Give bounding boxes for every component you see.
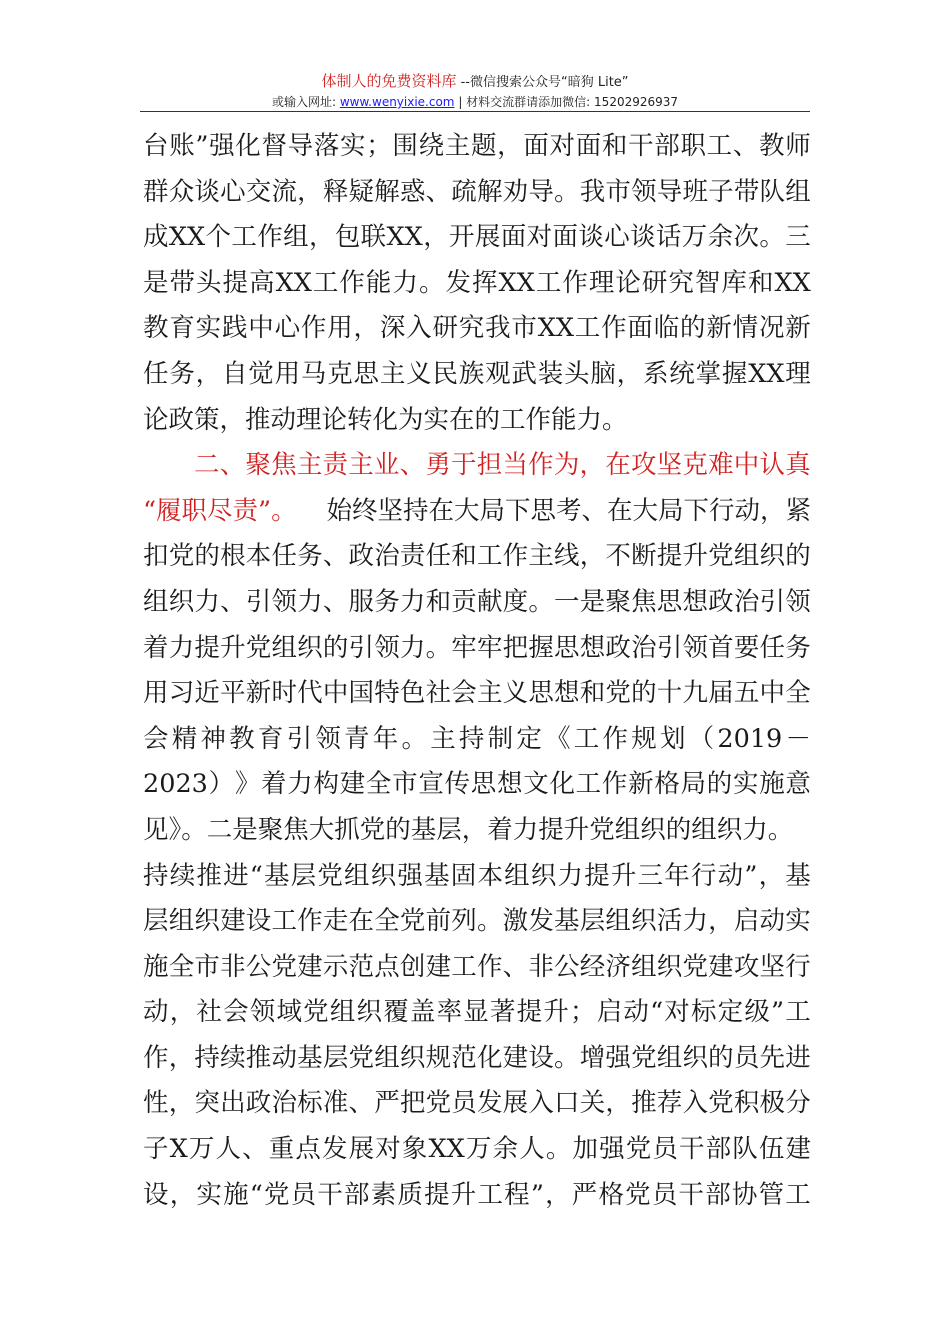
text-line: 子 X 万 人 、 重 点 发 展 对 象 XX 万 余 人 。 加 强 党 员 干 部 队 伍 建 xyxy=(143,1134,811,1165)
site-label: 或输入网址: xyxy=(271,95,337,109)
contact-text: | 材料交流群请添加微信: 15202926937 xyxy=(458,95,679,109)
header-tagline: --微信搜索公众号“暗狗 Lite” xyxy=(460,75,629,90)
site-link[interactable]: www.wenyixie.com xyxy=(339,95,455,109)
text-line: 着 力 提 升 党 组 织 的 引 领 力 。 牢 牢 把 握 思 想 政 治 引 领 首 要 任 务 xyxy=(143,632,811,663)
text-line: 性 ， 突 出 政 治 标 准 、 严 把 党 员 发 展 入 口 关 ， 推 荐 入 党 积 极 分 xyxy=(143,1088,811,1119)
text-line: 论政策，推动理论转化为实在的工作能力。 xyxy=(143,404,628,435)
text-line: 群 众 谈 心 交 流 ， 释 疑 解 惑 、 疏 解 劝 导 。 我 市 领 导 班 子 带 队 组 xyxy=(143,176,811,207)
text-line: 任 务 ， 自 觉 用 马 克 思 主 义 民 族 观 武 装 头 脑 ， 系 统 掌 握 XX 理 xyxy=(143,358,811,389)
text-line: 持 续 推 进 “ 基 层 党 组 织 强 基 固 本 组 织 力 提 升 三 年 行 动 ” ， 基 xyxy=(143,860,811,891)
text-line: 组 织 力 、 引 领 力 、 服 务 力 和 贡 献 度 。 一 是 聚 焦 思 想 政 治 引 领 xyxy=(143,586,811,617)
text-line: 会 精 神 教 育 引 领 青 年 。 主 持 制 定 《 工 作 规 划 （ 2019 － xyxy=(143,723,811,754)
text-line: 教 育 实 践 中 心 作 用 ， 深 入 研 究 我 市 XX 工 作 面 临 的 新 情 况 新 xyxy=(143,313,811,344)
header-line-2 xyxy=(140,92,810,112)
section-heading: 二 、 聚 焦 主 责 主 业 、 勇 于 担 当 作 为 ， 在 攻 坚 克 难 中 认 真 xyxy=(194,450,811,481)
body-text xyxy=(143,124,811,1218)
text-line: 作 ， 持 续 推 动 基 层 党 组 织 规 范 化 建 设 。 增 强 党 组 织 的 员 先 进 xyxy=(143,1042,811,1073)
text-line: 层 组 织 建 设 工 作 走 在 全 党 前 列 。 激 发 基 层 组 织 活 力 ， 启 动 实 xyxy=(143,906,811,937)
text-line: 是 带 头 提 高 XX 工 作 能 力 。 发 挥 XX 工 作 理 论 研 究 智 库 和 XX xyxy=(143,267,811,298)
header-divider xyxy=(140,111,810,112)
heading-continuation-line xyxy=(143,489,811,535)
text-line: 设 ， 实 施 “ 党 员 干 部 素 质 提 升 工 程 ” ， 严 格 党 员 干 部 协 管 工 xyxy=(143,1179,811,1210)
text-line: 台 账 ” 强 化 督 导 落 实 ； 围 绕 主 题 ， 面 对 面 和 干 部 职 工 、 教 师 xyxy=(143,131,811,161)
page-header xyxy=(140,70,810,112)
text-line: 2023 ） 》 着 力 构 建 全 市 宣 传 思 想 文 化 工 作 新 格 局 的 实 施 意 xyxy=(143,769,811,800)
text-line: 用 习 近 平 新 时 代 中 国 特 色 社 会 主 义 思 想 和 党 的 十 九 届 五 中 全 xyxy=(143,678,811,709)
text-line: 施 全 市 非 公 党 建 示 范 点 创 建 工 作 、 非 公 经 济 组 织 党 建 攻 坚 行 xyxy=(143,951,811,982)
header-line-1 xyxy=(140,70,810,92)
text-line: 见》。二是聚焦大抓党的基层，着力提升党组织的组织力。 xyxy=(143,814,794,845)
section-heading-end: “履职尽责”。 xyxy=(143,495,297,526)
text-line: 成 XX 个 工 作 组 ， 包 联 XX ， 开 展 面 对 面 谈 心 谈 话 万 余 次 。 三 xyxy=(143,222,811,253)
text-line: 动 ， 社 会 领 域 党 组 织 覆 盖 率 显 著 提 升 ； 启 动 “ 对 标 定 级 ” 工 xyxy=(143,997,811,1028)
brand-title: 体制人的免费资料库 xyxy=(321,72,457,90)
text-segment: 始终坚持在大局下思考、在大局下行动，紧 xyxy=(326,495,811,526)
text-line: 扣 党 的 根 本 任 务 、 政 治 责 任 和 工 作 主 线 ， 不 断 提 升 党 组 织 的 xyxy=(143,541,811,572)
